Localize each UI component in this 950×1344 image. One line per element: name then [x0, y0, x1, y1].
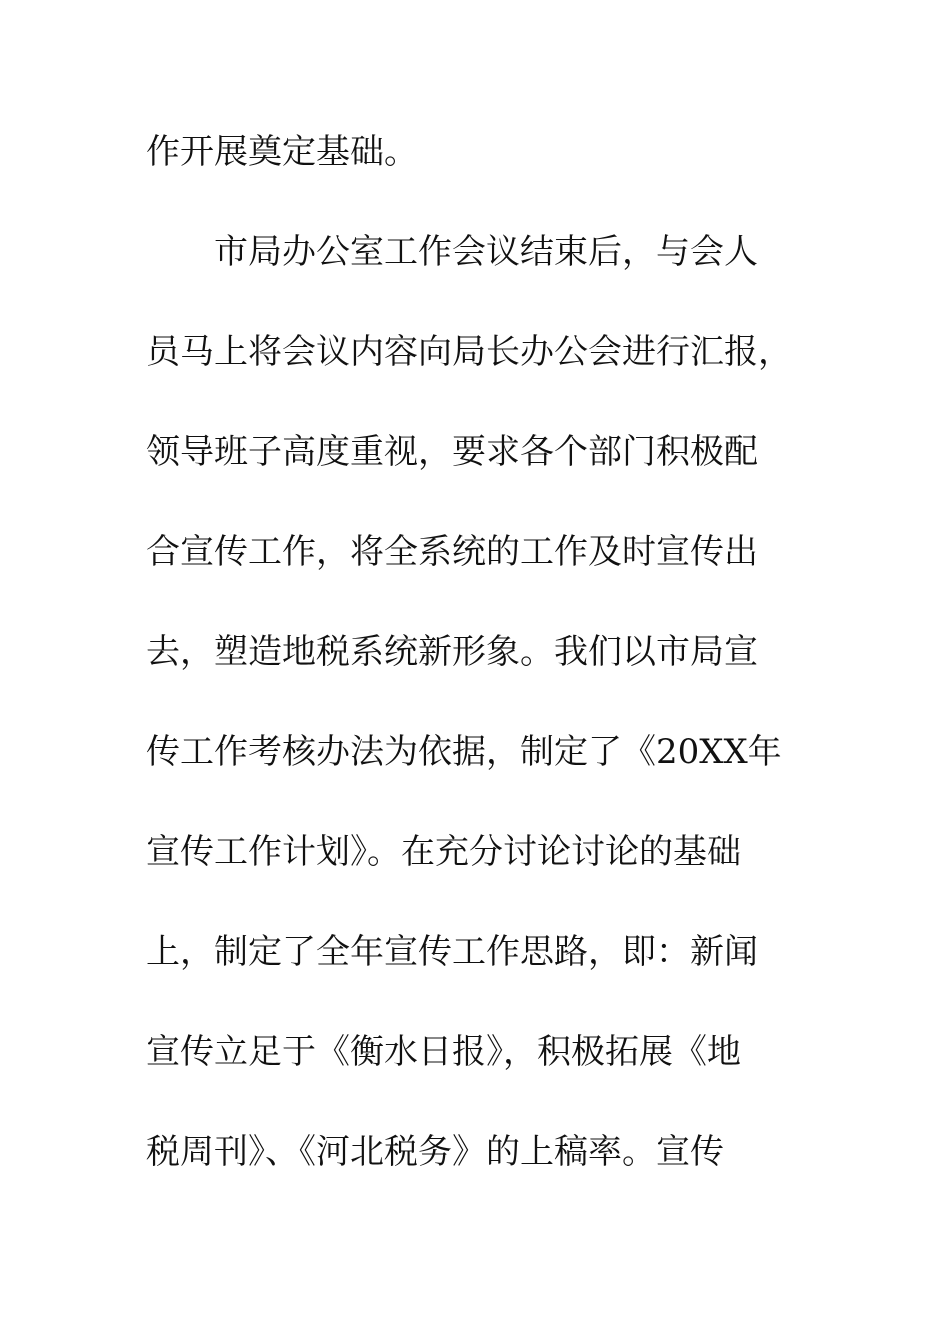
text-line: 领导班子高度重视，要求各个部门积极配 — [146, 432, 758, 472]
text-line: 上，制定了全年宣传工作思路，即：新闻 — [146, 932, 758, 972]
text-line: 税周刊》、《河北税务》的上稿率。宣传 — [146, 1132, 724, 1172]
text-line: 宣传立足于《衡水日报》，积极拓展《地 — [146, 1032, 741, 1072]
text-line: 合宣传工作，将全系统的工作及时宣传出 — [146, 532, 758, 572]
text-line: 传工作考核办法为依据，制定了《20XX年 — [146, 732, 782, 772]
text-line: 宣传工作计划》。在充分讨论讨论的基础 — [146, 832, 741, 872]
text-line: 员马上将会议内容向局长办公会进行汇报， — [146, 332, 792, 372]
text-line: 去，塑造地税系统新形象。我们以市局宣 — [146, 632, 758, 672]
text-line: 作开展奠定基础。 — [146, 132, 418, 172]
paragraph-first-line: 市局办公室工作会议结束后，与会人 — [214, 232, 758, 272]
